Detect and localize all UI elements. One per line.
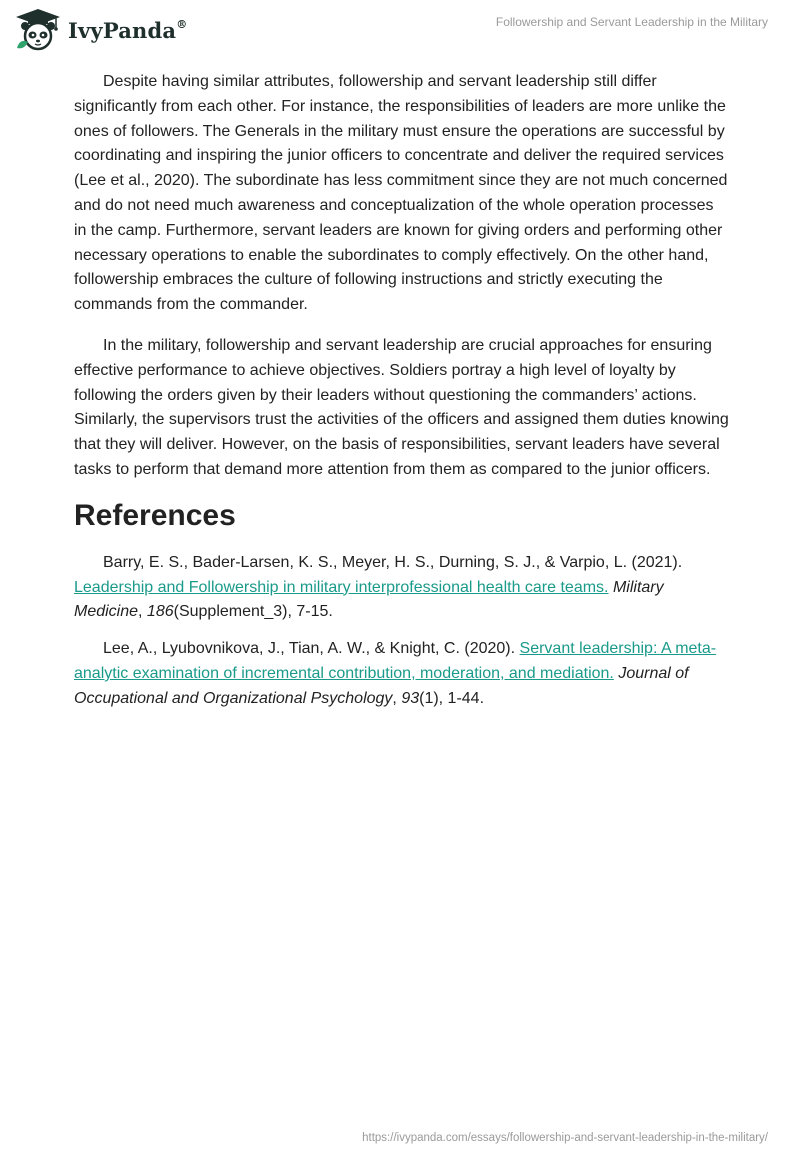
reference-entry: Lee, A., Lyubovnikova, J., Tian, A. W., & Knight, C. (2020). Servant leadership: A meta-analytic examination of incremental contribution, moderation, and mediation. Journal of Occupational and Organizational Psychology, 93(1), 1-44.: [74, 640, 717, 707]
page-header: [0, 0, 800, 60]
reference-issue-pages: (Supplement_3), 7-15.: [173, 603, 333, 621]
reference-journal: Military Medicine: [74, 578, 664, 621]
body-paragraph: Despite having similar attributes, followership and servant leadership still differ significantly from each other. For instance, the responsibilities of leaders are more unlike the ones of followers. The Generals in the military must ensure the operations are successful by coordinating and inspiring the junior officers to concentrate and deliver the required services (Lee et al., 2020). The subordinate has less commitment since they are not much concerned and do not need much awareness and conceptualization of the whole operation processes in the camp. Furthermore, servant leaders are known for giving orders and performing other necessary operations to enable the subordinates to comply effectively. On the other hand, followership embraces the culture of following instructions and strictly executing the commands from the commander.: [74, 73, 728, 314]
logo-wordmark: IvyPanda®: [68, 17, 188, 43]
reference-issue-pages: (1), 1-44.: [419, 689, 485, 707]
body-paragraph: In the military, followership and servant leadership are crucial approaches for ensuring effective performance to achieve objectives. Soldiers portray a high level of loyalty by following the orders given by their leaders without questioning the commanders’ actions. Similarly, the supervisors trust the activities of the officers and assigned them duties knowing that they will deliver. However, on the basis of responsibilities, servant leaders have several tasks to perform that demand more attention from them as compared to the junior officers.: [74, 336, 729, 478]
running-header-title: Followership and Servant Leadership in the Military: [495, 15, 768, 29]
ivypanda-logo[interactable]: [14, 8, 187, 52]
reference-authors: Lee, A., Lyubovnikova, J., Tian, A. W., & Knight, C. (2020).: [103, 640, 516, 658]
footer-source-url[interactable]: https://ivypanda.com/essays/followership-and-servant-leadership-in-the-military/: [362, 1132, 768, 1144]
document-body: [74, 70, 729, 724]
reference-volume: 186: [146, 603, 174, 621]
references-heading: References: [74, 498, 236, 532]
reference-entry: Barry, E. S., Bader-Larsen, K. S., Meyer, H. S., Durning, S. J., & Varpio, L. (2021). Leadership and Followership in military interprofessional health care teams. Military Medicine, 186(Supplement_3), 7-15.: [74, 553, 683, 621]
reference-journal: Journal of Occupational and Organizational Psychology: [74, 664, 689, 707]
reference-volume: 93: [401, 689, 420, 707]
reference-link[interactable]: Servant leadership: A meta-analytic examination of incremental contribution, moderation, and mediation.: [74, 640, 717, 682]
panda-graduate-icon: [14, 8, 62, 52]
reference-authors: Barry, E. S., Bader-Larsen, K. S., Meyer, H. S., Durning, S. J., & Varpio, L. (2021).: [103, 553, 683, 571]
reference-link[interactable]: Leadership and Followership in military interprofessional health care teams.: [74, 578, 609, 596]
